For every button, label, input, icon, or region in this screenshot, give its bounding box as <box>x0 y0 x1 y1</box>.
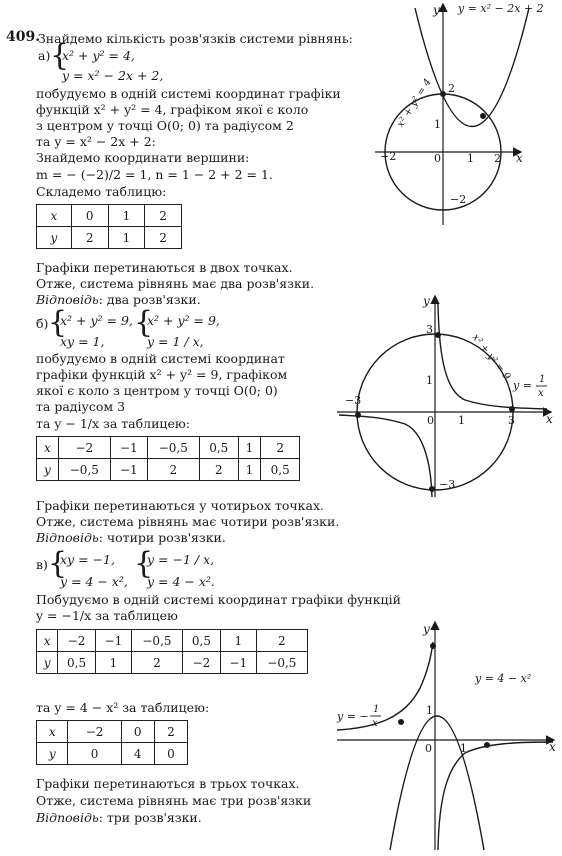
answer-label: Відповідь <box>36 810 99 825</box>
parabola-curve <box>415 8 529 127</box>
part-a-line: Складемо таблицю: <box>36 184 167 199</box>
table-cell: −2 <box>68 721 121 743</box>
intersection-point <box>480 113 486 119</box>
graph-c <box>335 618 560 854</box>
hyperbola-den: x <box>538 388 544 399</box>
table-cell: −0,5 <box>131 630 182 652</box>
part-c-answer <box>36 810 202 825</box>
table-row <box>37 630 308 652</box>
part-b-after: Отже, система рівнянь має чотири розв'язки. <box>36 514 340 529</box>
table-cell: x <box>37 630 58 652</box>
parabola-curve <box>390 716 484 850</box>
part-a-eq2: y = x² − 2x + 2, <box>62 68 164 83</box>
hyperbola-branch <box>339 415 432 497</box>
tick-label: 0 <box>434 152 441 165</box>
tick-label: −2 <box>450 193 467 206</box>
intersection-point <box>355 412 361 418</box>
system-brace: { <box>134 305 154 340</box>
tick-label: 3 <box>426 323 433 336</box>
tick-label: 2 <box>494 152 501 165</box>
table-cell: −1 <box>95 630 131 652</box>
table-cell: −0,5 <box>256 652 307 674</box>
tick-label: 0 <box>425 742 432 755</box>
part-a-line: m = − (−2)/2 = 1, n = 1 − 2 + 2 = 1. <box>36 167 273 182</box>
table-cell: 0 <box>71 205 108 227</box>
answer-text: : два розв'язки. <box>98 292 201 307</box>
table-cell: y <box>37 743 68 765</box>
part-c-after: Графіки перетинаються в трьох точках. <box>36 776 300 791</box>
problem-intro: Знайдемо кількість розв'язків системи рівнянь: <box>38 31 353 46</box>
table-cell: 2 <box>256 630 307 652</box>
part-c-table1 <box>36 629 308 674</box>
table-cell: x <box>37 437 59 459</box>
tick-label: 1 <box>434 118 441 131</box>
circle-label: x² + y² = 4 <box>395 76 434 130</box>
part-c-eq4: y = 4 − x². <box>147 574 215 589</box>
tick-label: −3 <box>439 478 456 491</box>
answer-label: Відповідь <box>36 292 99 307</box>
table-cell: 0 <box>121 721 154 743</box>
table-cell: y <box>37 652 58 674</box>
part-c-label: в) <box>36 557 48 572</box>
table-cell: y <box>37 459 59 481</box>
part-a-table <box>36 204 182 249</box>
tick-label: −3 <box>345 394 362 407</box>
table-cell: 2 <box>145 227 182 249</box>
part-a-line: з центром у точці O(0; 0) та радіусом 2 <box>36 118 294 133</box>
table-cell: 2 <box>145 205 182 227</box>
part-b-table <box>36 436 300 481</box>
parabola-label: y = 4 − x² <box>475 672 532 685</box>
table-row <box>37 743 188 765</box>
table-cell: −0,5 <box>147 437 199 459</box>
y-axis-label: y <box>423 622 430 636</box>
intersection-point <box>435 332 441 338</box>
part-a-label: а) <box>38 48 51 63</box>
table-cell: 2 <box>71 227 108 249</box>
part-a-line: побудуємо в одній системі координат графіки <box>36 86 341 101</box>
part-b-eq3: x² + y² = 9, <box>147 313 220 328</box>
system-brace: { <box>50 38 70 73</box>
part-b-line: та y − 1/x за таблицею: <box>36 416 190 431</box>
answer-text: : чотири розв'язки. <box>98 530 226 545</box>
intersection-point <box>398 719 404 725</box>
tick-label: −2 <box>380 150 397 163</box>
table-cell: 2 <box>147 459 199 481</box>
table-row <box>37 227 182 249</box>
part-b-answer <box>36 530 226 545</box>
part-a-line: Знайдемо координати вершини: <box>36 150 250 165</box>
table-cell: 1 <box>108 227 145 249</box>
part-c-line: та y = 4 − x² за таблицею: <box>36 700 210 715</box>
table-cell: 4 <box>121 743 154 765</box>
part-c-line: Побудуємо в одній системі координат графіки функцій <box>36 592 401 607</box>
table-cell: −1 <box>111 459 148 481</box>
tick-label: 1 <box>426 374 433 387</box>
graph-a <box>370 0 560 230</box>
table-row <box>37 205 182 227</box>
y-axis-label: y <box>433 3 440 17</box>
hyperbola-branch <box>438 742 553 850</box>
part-c-table2 <box>36 720 188 765</box>
part-a-after: Отже, система рівнянь має два розв'язки. <box>36 276 315 291</box>
table-row <box>37 721 188 743</box>
parabola-label: y = x² − 2x + 2 <box>458 2 544 15</box>
part-b-after: Графіки перетинаються у чотирьох точках. <box>36 498 324 513</box>
table-cell: 1 <box>238 459 261 481</box>
table-cell: 1 <box>238 437 261 459</box>
table-cell: −1 <box>111 437 148 459</box>
tick-label: 0 <box>427 414 434 427</box>
x-axis-label: x <box>549 740 556 754</box>
problem-number: 409. <box>6 29 41 45</box>
table-cell: −0,5 <box>58 459 110 481</box>
system-brace: { <box>48 305 68 340</box>
tick-label: 1 <box>467 152 474 165</box>
table-row <box>37 459 300 481</box>
hyperbola-label: y = − <box>337 710 369 723</box>
part-c-line: y = −1/x за таблицею <box>36 608 178 623</box>
intersection-point <box>440 91 446 97</box>
intersection-point <box>484 742 490 748</box>
part-c-eq3: y = −1 / x, <box>147 552 215 567</box>
tick-label: 1 <box>458 414 465 427</box>
hyperbola-num: 1 <box>539 374 546 385</box>
table-cell: 1 <box>108 205 145 227</box>
table-cell: 2 <box>261 437 300 459</box>
table-cell: y <box>37 227 72 249</box>
x-axis-label: x <box>546 412 553 426</box>
table-cell: −2 <box>58 630 96 652</box>
part-b-eq4: y = 1 / x, <box>147 334 204 349</box>
part-b-line: та радіусом 3 <box>36 399 126 414</box>
part-b-line: побудуємо в одній системі координат <box>36 351 285 366</box>
part-a-line: та y = x² − 2x + 2: <box>36 134 156 149</box>
table-row <box>37 437 300 459</box>
table-cell: 0 <box>154 743 187 765</box>
answer-label: Відповідь <box>36 530 99 545</box>
part-a-eq1: x² + y² = 4, <box>62 48 135 63</box>
tick-label: 1 <box>426 704 433 717</box>
hyperbola-den: x <box>372 718 378 729</box>
table-cell: −2 <box>58 437 110 459</box>
table-cell: x <box>37 721 68 743</box>
table-cell: 1 <box>95 652 131 674</box>
tick-label: 2 <box>448 82 455 95</box>
table-cell: 0,5 <box>183 630 221 652</box>
tick-label: 1 <box>460 742 467 755</box>
x-axis-label: x <box>516 151 523 165</box>
table-cell: 2 <box>199 459 238 481</box>
table-cell: x <box>37 205 72 227</box>
table-cell: −2 <box>183 652 221 674</box>
intersection-point <box>509 406 515 412</box>
part-b-eq2: xy = 1, <box>60 334 105 349</box>
part-a-line: функцій x² + y² = 4, графіком якої є коло <box>36 102 309 117</box>
tick-label: 3 <box>508 414 515 427</box>
part-c-eq1: xy = −1, <box>60 552 115 567</box>
table-row <box>37 652 308 674</box>
table-cell: 2 <box>131 652 182 674</box>
table-cell: −1 <box>220 652 256 674</box>
answer-text: : три розв'язки. <box>98 810 202 825</box>
part-a-after: Графіки перетинаються в двох точках. <box>36 260 293 275</box>
table-cell: 2 <box>154 721 187 743</box>
system-brace: { <box>48 546 68 581</box>
part-b-line: якої є коло з центром у точці O(0; 0) <box>36 383 278 398</box>
part-b-eq1: x² + y² = 9, <box>60 313 133 328</box>
part-c-eq2: y = 4 − x², <box>60 574 128 589</box>
circle-label: x² + y² = 9 <box>469 332 513 383</box>
part-c-after: Отже, система рівнянь має три розв'язки <box>36 793 312 808</box>
part-b-label: б) <box>36 316 49 331</box>
table-cell: 0,5 <box>199 437 238 459</box>
table-cell: 0,5 <box>58 652 96 674</box>
table-cell: 0 <box>68 743 121 765</box>
hyperbola-num: 1 <box>373 704 380 715</box>
intersection-point <box>429 486 435 492</box>
intersection-point <box>430 643 436 649</box>
part-b-line: графіки функцій x² + y² = 9, графіком <box>36 367 288 382</box>
table-cell: 1 <box>220 630 256 652</box>
y-axis-label: y <box>423 294 430 308</box>
table-cell: 0,5 <box>261 459 300 481</box>
system-brace: { <box>134 546 154 581</box>
graph-b <box>335 292 560 502</box>
hyperbola-label: y = <box>513 379 532 392</box>
